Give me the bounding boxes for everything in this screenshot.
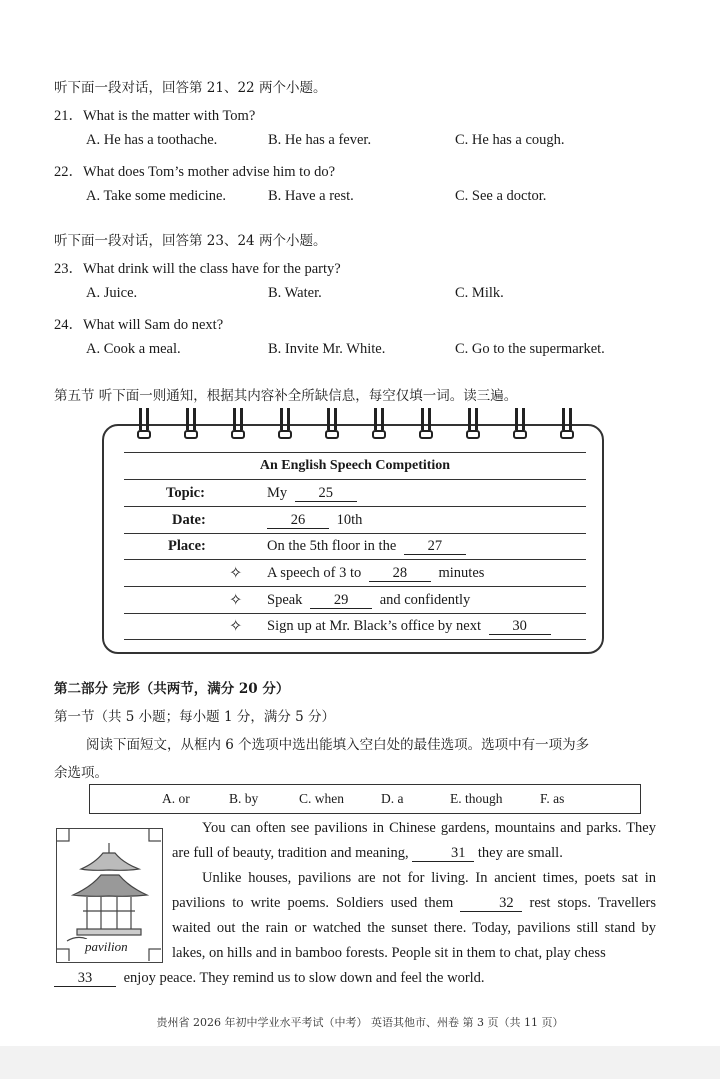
blank-30: 30 [489, 619, 551, 635]
date-row [267, 512, 362, 529]
q22-option-a: A. Take some medicine. [86, 188, 227, 204]
binding-ring-icon [325, 408, 339, 442]
instruction-21-22: 听下面一段对话，回答第 21、22 两个小题。 [54, 80, 327, 96]
date-label: Date: [172, 512, 206, 528]
topic-row [267, 485, 357, 502]
blank-25: 25 [295, 486, 357, 502]
item1-row [267, 565, 484, 582]
item2-row [267, 592, 470, 609]
page-bottom-edge [0, 1046, 720, 1079]
divider [124, 452, 586, 453]
option-b: B. by [229, 791, 259, 806]
part2-section1: 第一节（共 5 小题；每小题 1 分，满分 5 分） [54, 709, 336, 725]
q23-option-c: C. Milk. [455, 285, 504, 301]
divider [124, 506, 586, 507]
item2-pre: Speak [267, 592, 303, 608]
topic-label: Topic: [166, 485, 205, 501]
option-e: E. though [450, 791, 503, 806]
divider [124, 533, 586, 534]
binding-ring-icon [513, 408, 527, 442]
pavilion-caption: pavilion [85, 939, 128, 954]
q22-option-c: C. See a doctor. [455, 188, 547, 204]
question-24-stem: 24．What will Sam do next? [54, 317, 224, 333]
place-label: Place: [168, 538, 206, 554]
divider [124, 586, 586, 587]
p1-text-a: You can often see pavilions in Chinese gardens, mountains and parks. They are full of beauty, tradition and meaning, [172, 820, 656, 861]
binding-ring-icon [419, 408, 433, 442]
binding-ring-icon [560, 408, 574, 442]
q21-option-b: B. He has a fever. [268, 132, 372, 148]
blank-26: 26 [267, 513, 329, 529]
place-row [267, 538, 466, 555]
option-d: D. a [381, 791, 404, 806]
place-text: On the 5th floor in the [267, 538, 397, 554]
date-text: 10th [336, 512, 363, 528]
item1-post: minutes [438, 565, 485, 581]
item3-row [267, 618, 551, 635]
page-footer: 贵州省 2026 年初中学业水平考试（中考） 英语其他市、州卷 第 3 页（共 11 页） [156, 1016, 564, 1029]
q24-option-a: A. Cook a meal. [86, 341, 181, 357]
q24-option-b: B. Invite Mr. White. [268, 341, 386, 357]
item2-post: and confidently [379, 592, 471, 608]
p2-text-c: enjoy peace. They remind us to slow down and feel the world. [123, 970, 485, 986]
pavilion-image [56, 828, 163, 963]
item3-pre: Sign up at Mr. Black’s office by next [267, 618, 481, 634]
notice-title: An English Speech Competition [259, 458, 451, 473]
binding-ring-icon [137, 408, 151, 442]
passage-last-line [54, 970, 485, 987]
passage-paragraph-1 [172, 816, 656, 866]
instruction-23-24: 听下面一段对话，回答第 23、24 两个小题。 [54, 233, 327, 249]
topic-text: My [267, 485, 288, 501]
option-f: F. as [540, 791, 565, 806]
binding-ring-icon [184, 408, 198, 442]
section5-instruction: 第五节 听下面一则通知，根据其内容补全所缺信息，每空仅填一词。读三遍。 [54, 388, 518, 404]
option-a: A. or [162, 791, 190, 806]
p2-text-b: rest stops. Travellers waited out the rain or watched the sunset there. Today, pavilions still stand by lakes, on hills and in bamboo forests. People sit in them to chat, play chess [172, 895, 657, 961]
part2-instruction-line2: 余选项。 [54, 765, 108, 781]
question-21-stem: 21．What is the matter with Tom? [54, 108, 256, 124]
blank-29: 29 [310, 593, 372, 609]
blank-28: 28 [369, 566, 431, 582]
binding-ring-icon [372, 408, 386, 442]
q23-option-a: A. Juice. [86, 285, 138, 301]
passage-paragraph-2 [172, 866, 656, 966]
blank-31: 31 [412, 846, 474, 862]
q24-option-c: C. Go to the supermarket. [455, 341, 605, 357]
part2-heading: 第二部分 完形（共两节，满分 20 分） [54, 681, 290, 697]
p2-text-a: Unlike houses, pavilions are not for living. In ancient times, poets sat in pavilions to write poems. Soldiers used them [172, 870, 656, 911]
question-23-stem: 23．What drink will the class have for the party? [54, 261, 341, 277]
blank-27: 27 [404, 539, 466, 555]
bullet-star-icon: ✧ [229, 590, 243, 609]
q21-option-c: C. He has a cough. [455, 132, 565, 148]
option-c: C. when [299, 791, 344, 806]
divider [124, 639, 586, 640]
bullet-star-icon: ✧ [229, 616, 243, 635]
part2-instruction-line1: 阅读下面短文，从框内 6 个选项中选出能填入空白处的最佳选项。选项中有一项为多 [86, 737, 590, 753]
question-22-stem: 22．What does Tom’s mother advise him to do? [54, 164, 336, 180]
bullet-star-icon: ✧ [229, 563, 243, 582]
binding-ring-icon [231, 408, 245, 442]
divider [124, 479, 586, 480]
binding-ring-icon [466, 408, 480, 442]
q21-option-a: A. He has a toothache. [86, 132, 218, 148]
blank-33: 33 [54, 971, 116, 987]
q22-option-b: B. Have a rest. [268, 188, 354, 204]
p1-text-b: they are small. [477, 845, 563, 861]
divider [124, 559, 586, 560]
item1-pre: A speech of 3 to [267, 565, 362, 581]
q23-option-b: B. Water. [268, 285, 322, 301]
binding-ring-icon [278, 408, 292, 442]
divider [124, 613, 586, 614]
blank-32: 32 [460, 896, 522, 912]
